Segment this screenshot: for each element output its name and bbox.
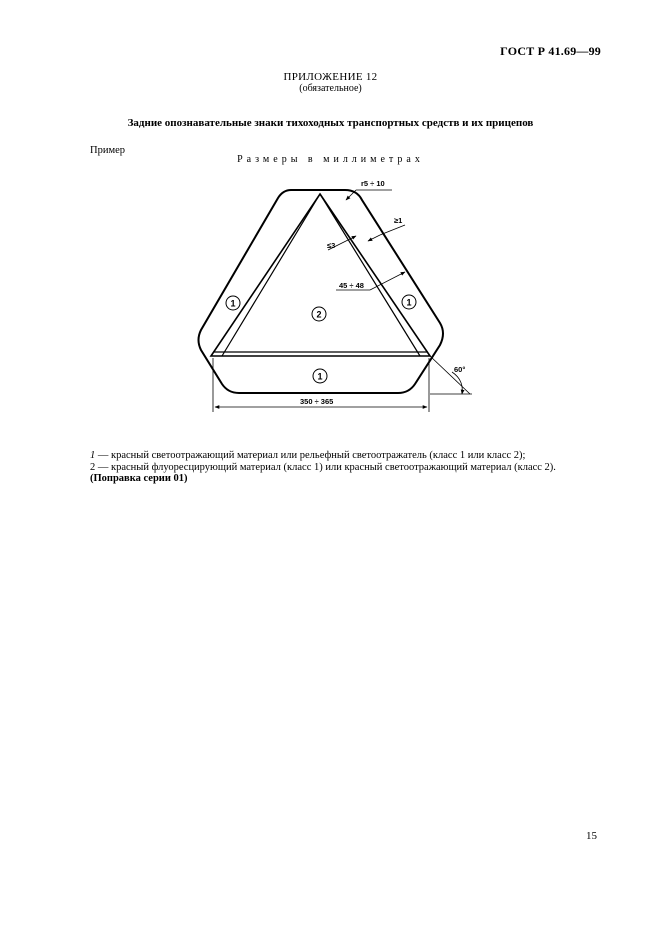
dim-gap-max-label: ≤3 xyxy=(327,241,336,250)
page-number: 15 xyxy=(586,830,597,842)
appendix-title: ПРИЛОЖЕНИЕ 12 xyxy=(283,71,378,83)
units-caption: Размеры в миллиметрах xyxy=(237,154,424,165)
amendment-note: (Поправка серии 01) xyxy=(90,473,188,484)
dim-angle-label: 60° xyxy=(454,365,466,374)
callout-2-center-number: 2 xyxy=(316,309,322,320)
legend xyxy=(90,450,610,485)
dim-radius-label: r5 ÷ 10 xyxy=(361,179,385,188)
outer-triangle-outline xyxy=(199,190,444,393)
appendix-note: (обязательное) xyxy=(299,83,362,94)
legend-item-2: 2 — красный флуоресцирующий материал (класс 1) или красный светоотражающий материал (класс 2). xyxy=(90,461,556,473)
legend-item-1 xyxy=(90,450,610,462)
left-band-inner-edge xyxy=(222,194,320,356)
example-label: Пример xyxy=(90,145,126,156)
legend-item-1-text: — красный светоотражающий материал или рельефный светоотражатель (класс 1 или класс 2); xyxy=(95,450,526,461)
dim-band-width-label: 45 ÷ 48 xyxy=(339,281,364,290)
callout-1-left-number: 1 xyxy=(230,298,236,309)
section-heading: Задние опознавательные знаки тихоходных транспортных средств и их прицепов xyxy=(127,117,534,129)
dim-base-width-label: 350 ÷ 365 xyxy=(300,397,334,406)
standard-code: ГОСТ Р 41.69—99 xyxy=(500,44,601,58)
callout-1-bottom-number: 1 xyxy=(317,371,323,382)
right-band-inner-edge xyxy=(320,194,420,356)
legend-item-1-number: 1 xyxy=(90,450,96,461)
callout-1-right-number: 1 xyxy=(406,297,412,308)
triangle-sign-drawing xyxy=(0,0,661,440)
dim-gap-min-label: ≥1 xyxy=(394,216,403,225)
